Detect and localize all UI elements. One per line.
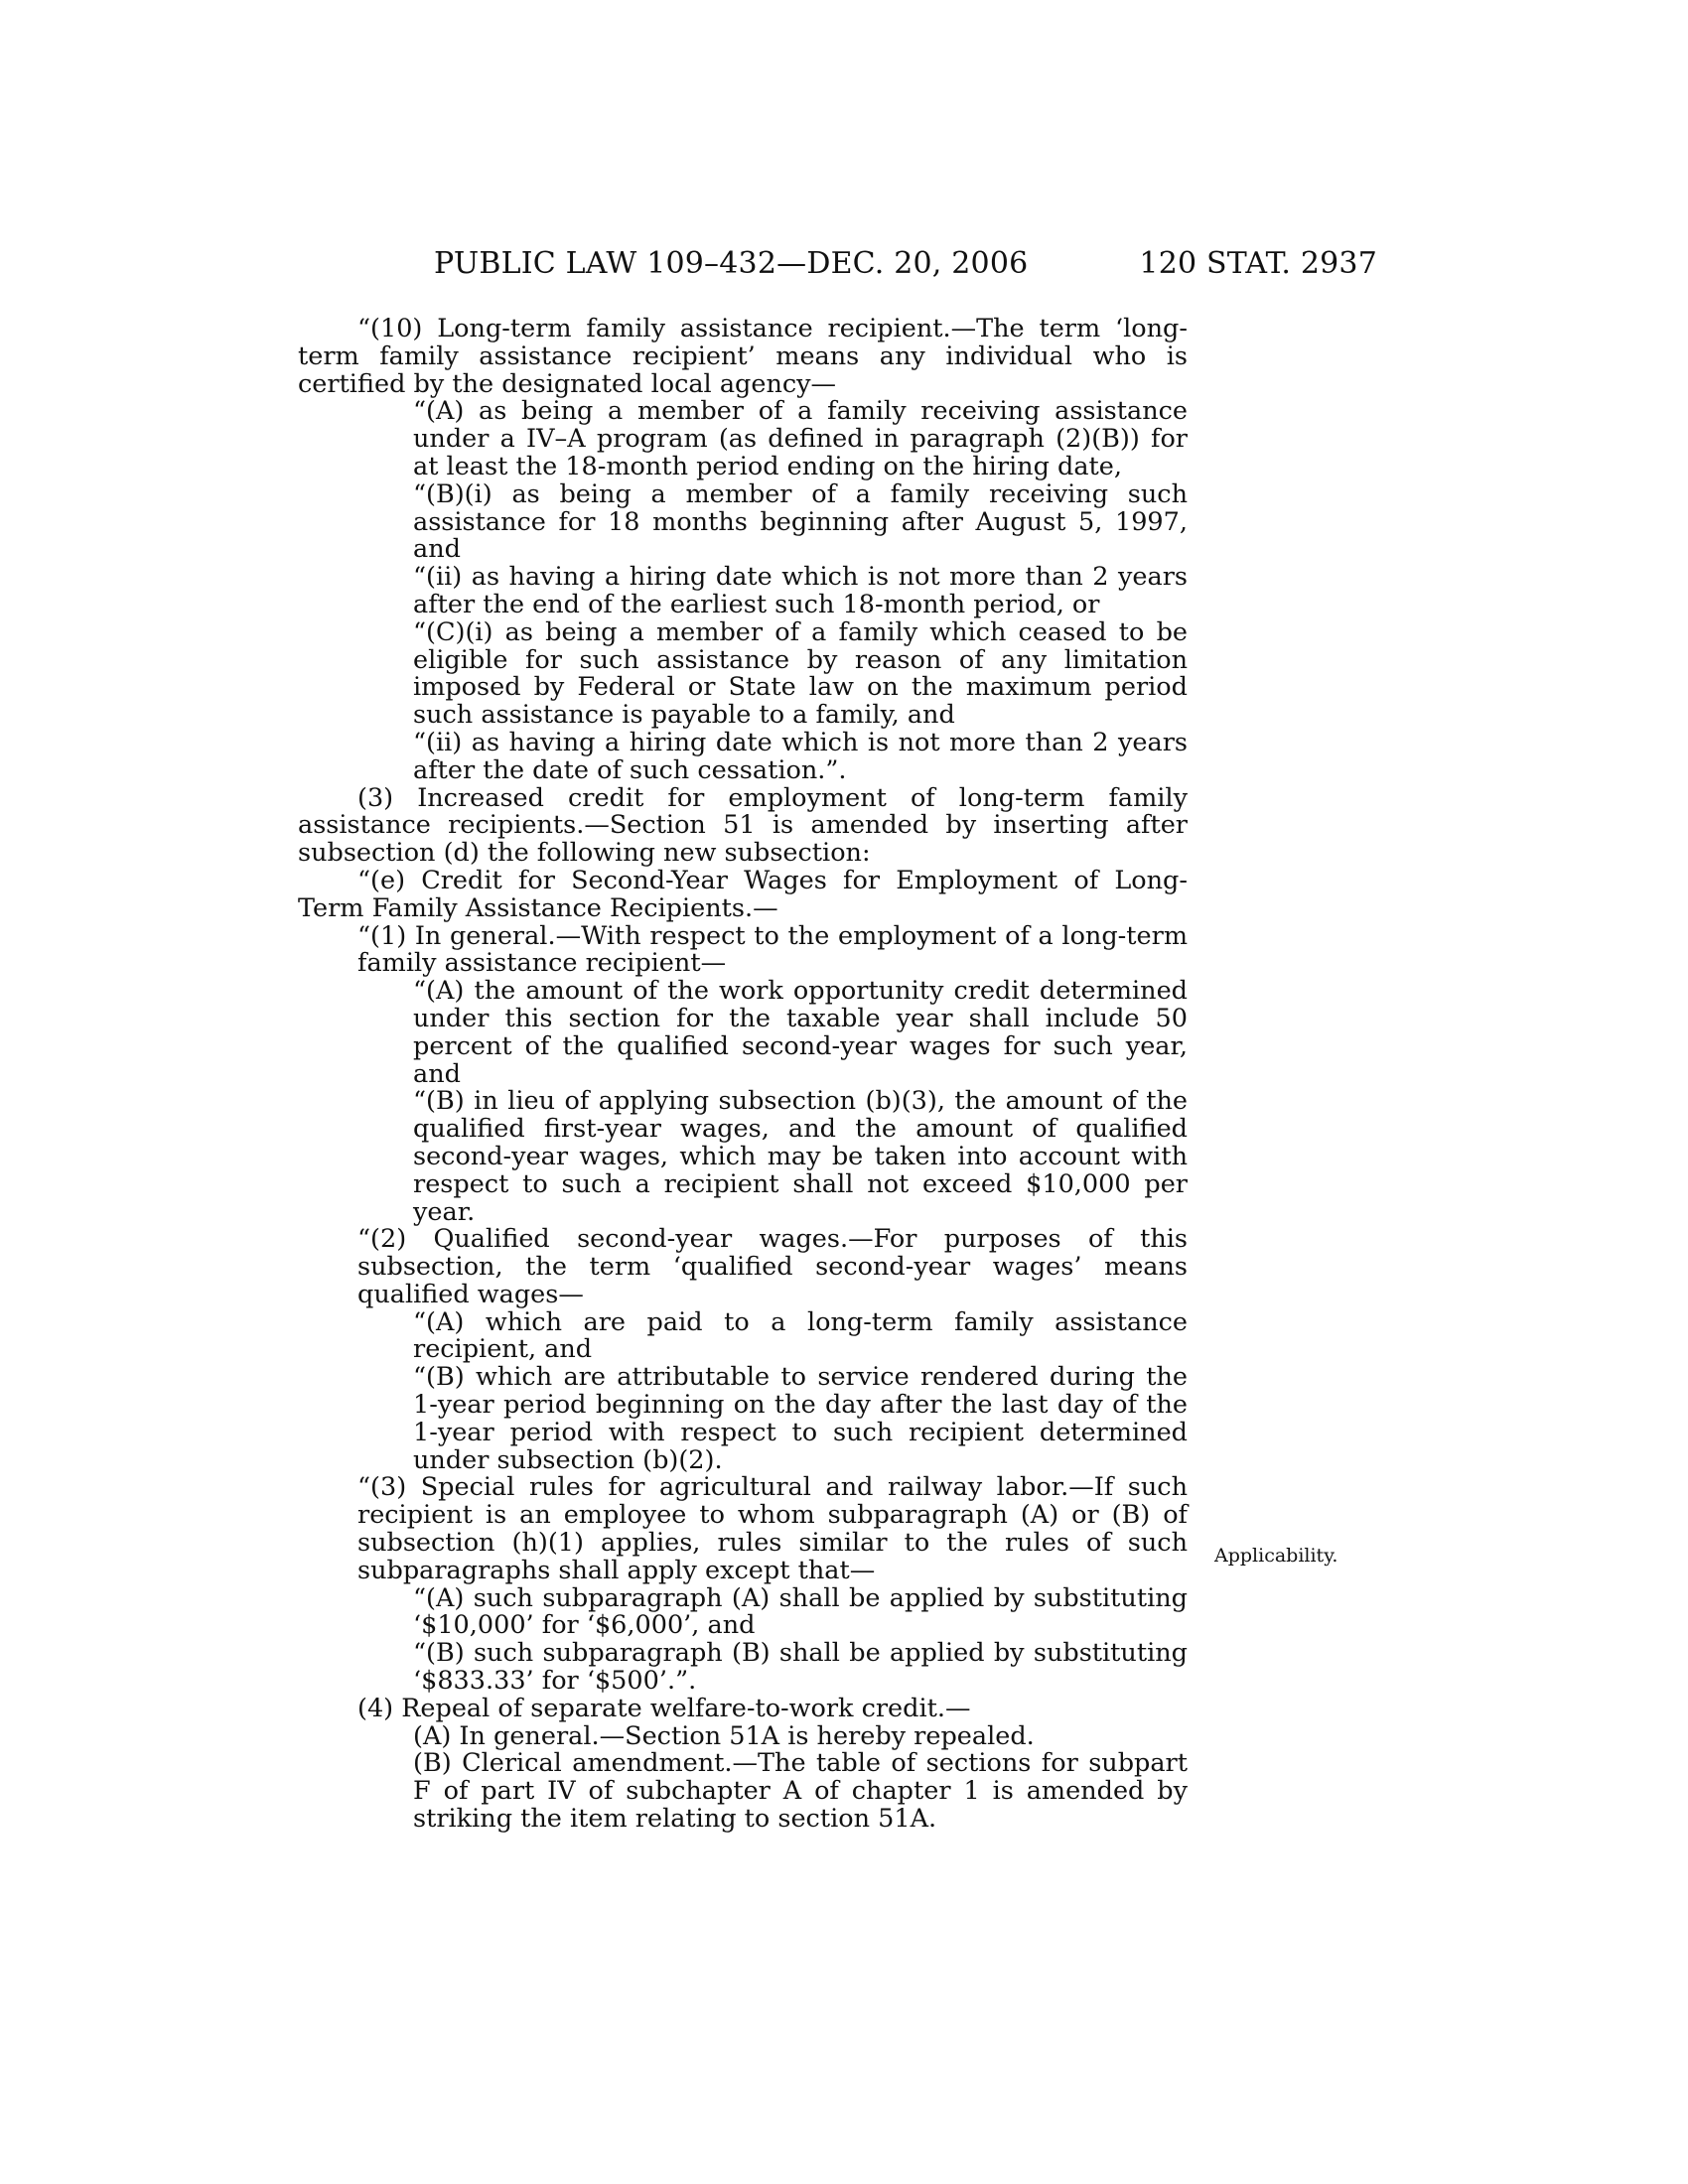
header-public-law: PUBLIC LAW 109–432—DEC. 20, 2006	[434, 246, 1029, 281]
subpara-10-b-ii: “(ii) as having a hiring date which is not more than 2 years after the end of the earliest such 18-month period, or	[413, 562, 1188, 619]
para-e-2-qualified-wages: “(2) Qualified second-year wages.—For purposes of this subsection, the term ‘qualified second-year wages’ means qualified wages—	[357, 1224, 1188, 1309]
para-10-definition: “(10) Long-term family assistance recipient.—The term ‘long-term family assistance recipient’ means any individual who is certified by the designated local agency—	[298, 314, 1188, 399]
subpara-e-3-b: “(B) such subparagraph (B) shall be applied by substituting ‘$833.33’ for ‘$500’.”.	[413, 1638, 1188, 1697]
subpara-10-a: “(A) as being a member of a family receiving assistance under a IV–A program (as defined in paragraph (2)(B)) for at least the 18-month period ending on the hiring date,	[413, 396, 1188, 481]
subpara-4-b: (B) Clerical amendment.—The table of sections for subpart F of part IV of subchapter A of chapter 1 is amended by striking the item relating to section 51A.	[413, 1748, 1188, 1835]
subpara-e-2-a: “(A) which are paid to a long-term family assistance recipient, and	[413, 1306, 1188, 1365]
para-e-1-in-general: “(1) In general.—With respect to the employment of a long-term family assistance recipient—	[357, 920, 1188, 979]
subsection-e-heading: “(e) Credit for Second-Year Wages for Employment of Long-Term Family Assistance Recipients.—	[298, 865, 1188, 923]
running-header	[434, 246, 1377, 286]
subpara-4-a: (A) In general.—Section 51A is hereby repealed.	[413, 1720, 1035, 1751]
subpara-10-c-ii: “(ii) as having a hiring date which is not more than 2 years after the date of such cessation.”.	[413, 727, 1188, 785]
subpara-10-b-i: “(B)(i) as being a member of a family receiving such assistance for 18 months beginning after August 5, 1997, and	[413, 478, 1188, 565]
para-4-repeal: (4) Repeal of separate welfare-to-work credit.—	[357, 1693, 971, 1723]
statute-body	[298, 316, 1188, 1834]
margin-note-applicability: Applicability.	[1214, 1545, 1338, 1567]
para-e-3-special-rules: “(3) Special rules for agricultural and railway labor.—If such recipient is an employee to whom subparagraph (A) or (B) of subsection (h)(1) applies, rules similar to the rules of such subparagraphs shall apply except that—	[357, 1472, 1188, 1585]
para-3-increased-credit: (3) Increased credit for employment of long-term family assistance recipients.—Section 51 is amended by inserting after subsection (d) the following new subsection:	[298, 782, 1188, 869]
subpara-e-1-b: “(B) in lieu of applying subsection (b)(3), the amount of the qualified first-year wages, and the amount of qualified second-year wages, which may be taken into account with respect to such a recipient shall not exceed $10,000 per year.	[413, 1086, 1188, 1227]
subpara-e-2-b: “(B) which are attributable to service rendered during the 1-year period beginning on the day after the last day of the 1-year period with respect to such recipient determined under subsection (b)(2).	[413, 1362, 1188, 1475]
subpara-e-3-a: “(A) such subparagraph (A) shall be applied by substituting ‘$10,000’ for ‘$6,000’, and	[413, 1582, 1188, 1641]
subpara-e-1-a: “(A) the amount of the work opportunity credit determined under this section for the taxable year shall include 50 percent of the qualified second-year wages for such year, and	[413, 976, 1188, 1089]
header-stat-page: 120 STAT. 2937	[1139, 246, 1377, 281]
subpara-10-c-i: “(C)(i) as being a member of a family which ceased to be eligible for such assistance by reason of any limitation imposed by Federal or State law on the maximum period such assistance is payable to a family, and	[413, 616, 1188, 731]
